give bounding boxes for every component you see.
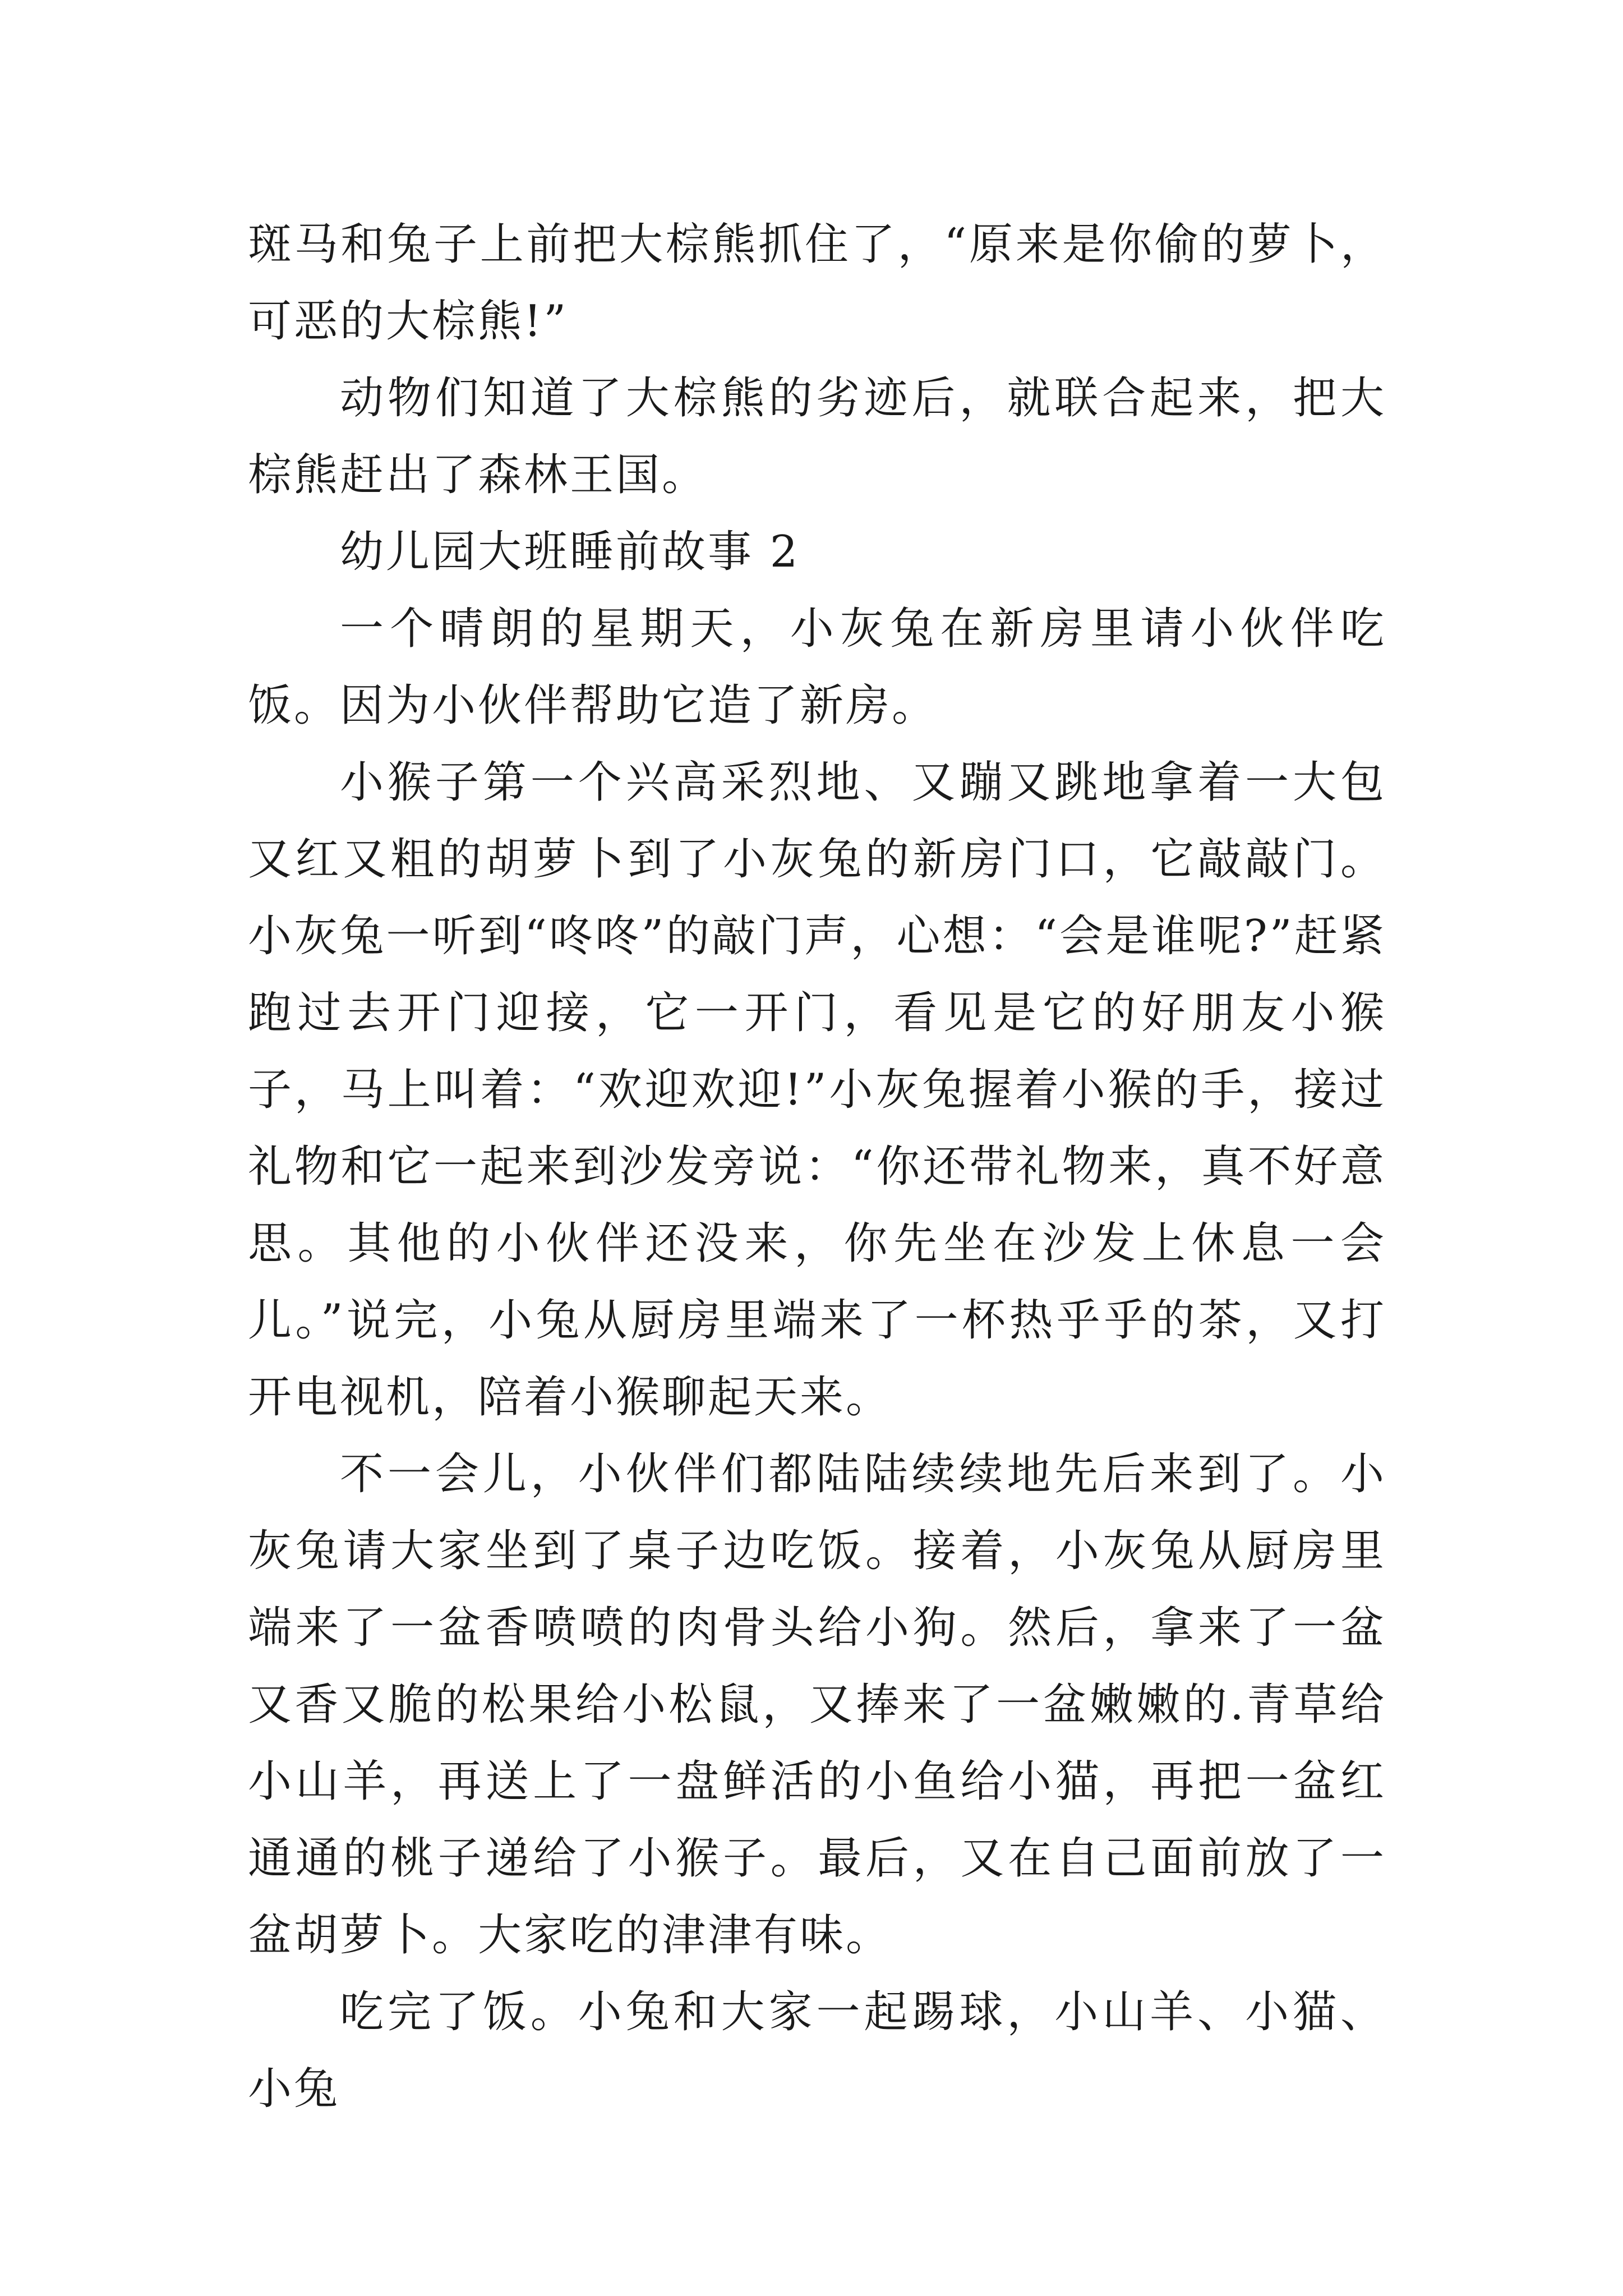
story-heading: 幼儿园大班睡前故事 2: [340, 527, 800, 577]
paragraph: 小猴子第一个兴高采烈地、又蹦又跳地拿着一大包又红又粗的胡萝卜到了小灰兔的新房门口，它敲敲门。小灰兔一听到“咚咚”的敲门声，心想：“会是谁呢?”赶紧跑过去开门迎接，它一开门，看见是它的好朋友小猴子，马上叫着：“欢迎欢迎!”小灰兔握着小猴的手，接过礼物和它一起来到沙发旁说：“你还带礼物来，真不好意思。其他的小伙伴还没来，你先坐在沙发上休息一会儿。”说完，小兔从厨房里端来了一杯热乎乎的茶，又打开电视机，陪着小猴聊起天来。: [248, 757, 1386, 1423]
paragraph: 动物们知道了大棕熊的劣迹后，就联合起来，把大棕熊赶出了森林王国。: [248, 373, 1386, 500]
paragraph: 吃完了饭。小兔和大家一起踢球，小山羊、小猫、小兔: [248, 1987, 1386, 2114]
paragraph: 一个晴朗的星期天，小灰兔在新房里请小伙伴吃饭。因为小伙伴帮助它造了新房。: [248, 604, 1386, 731]
document-body: [248, 206, 1386, 2128]
paragraph: 不一会儿，小伙伴们都陆陆续续地先后来到了。小灰兔请大家坐到了桌子边吃饭。接着，小灰兔从厨房里端来了一盆香喷喷的肉骨头给小狗。然后，拿来了一盆又香又脆的松果给小松鼠，又捧来了一盆嫩嫩的.青草给小山羊，再送上了一盘鲜活的小鱼给小猫，再把一盆红通通的桃子递给了小猴子。最后，又在自己面前放了一盆胡萝卜。大家吃的津津有味。: [248, 1449, 1386, 1961]
paragraph-continuation: 斑马和兔子上前把大棕熊抓住了，“原来是你偷的萝卜，可恶的大棕熊!”: [248, 219, 1386, 347]
